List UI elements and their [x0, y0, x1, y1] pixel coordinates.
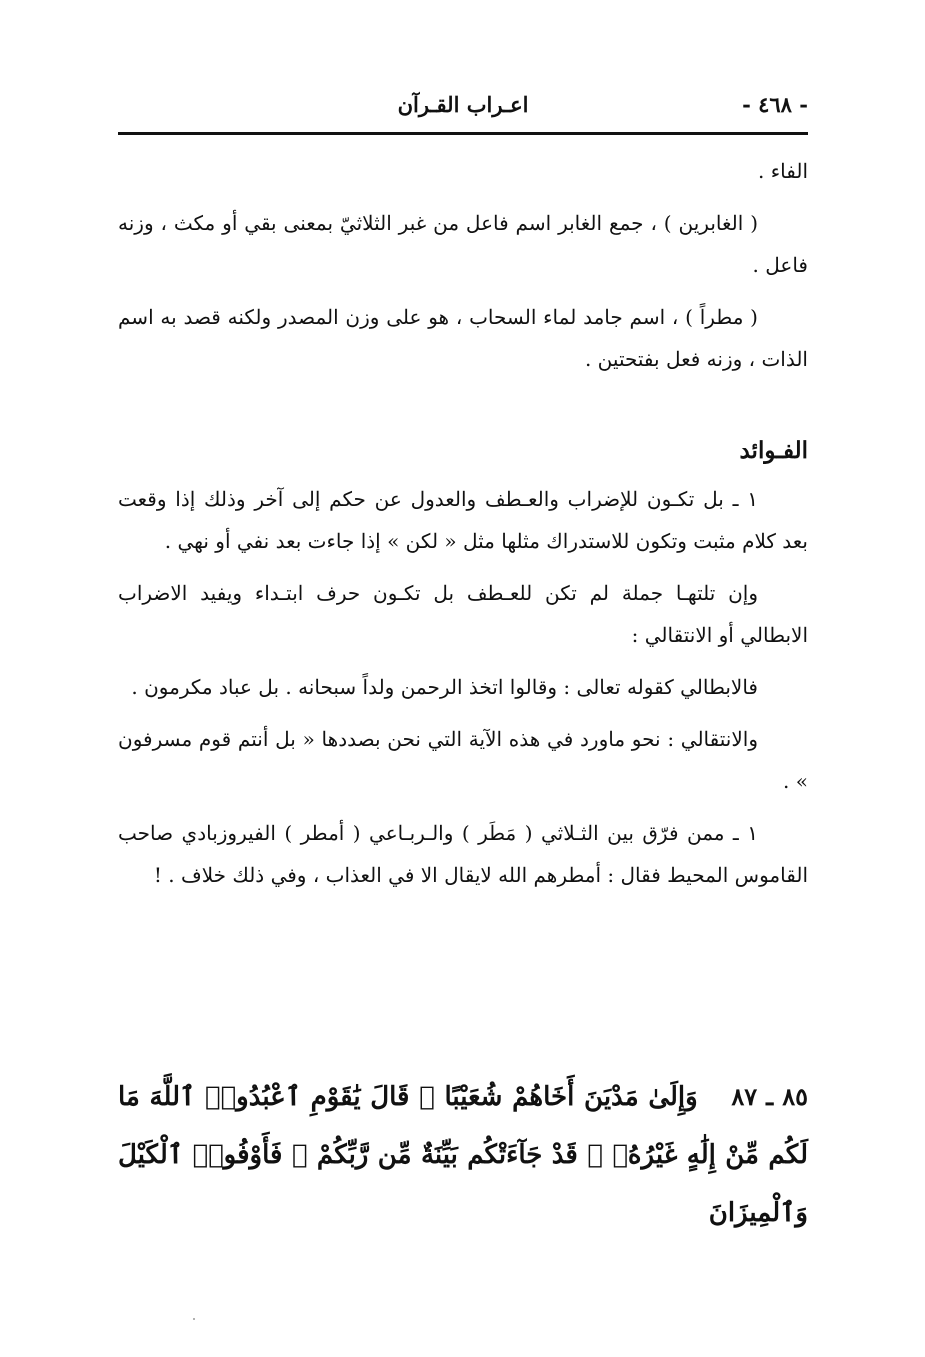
body-text	[118, 150, 808, 906]
paragraph: فالابطالي كقوله تعالى : وقالوا اتخذ الرحمن ولداً سبحانه . بل عباد مكرمون .	[131, 675, 758, 699]
page-header	[118, 88, 808, 128]
verse-text: وَإِلَىٰ مَدْيَنَ أَخَاهُمْ شُعَيْبًا ۗ قَالَ يَٰقَوْمِ ٱعْبُدُوا۟ ٱللَّهَ مَا لَكُم مِّنْ إِلَٰهٍ غَيْرُهُۥ ۖ قَدْ جَآءَتْكُم بَيِّنَةٌ مِّن رَّبِّكُمْ ۖ فَأَوْفُوا۟ ٱلْكَيْلَ وَٱلْمِيزَانَ	[118, 1082, 808, 1228]
paragraph: ( الغابرين ) ، جمع الغابر اسم فاعل من غبر الثلاثيّ بمعنى بقي أو مكث ، وزنه فاعل .	[118, 211, 808, 277]
section-heading: الفـوائد	[739, 437, 808, 464]
paragraph: الفاء .	[758, 159, 808, 183]
paragraph: ( مطراً ) ، اسم جامد لماء السحاب ، هو على وزن المصدر ولكنه قصد به اسم الذات ، وزنه فعل بفتحتين .	[118, 305, 808, 371]
quran-verse	[118, 1068, 808, 1242]
paragraph: وإن تلتهـا جملة لم تكن للعـطف بل تكـون حرف ابتـداء ويفيد الاضراب الابطالي أو الانتقالي :	[118, 581, 808, 647]
verse-number: ٨٥ ـ ٨٧	[731, 1082, 808, 1111]
paragraph: ١ ـ بل تكـون للإضراب والعـطف والعدول عن حكم إلى آخر وذلك إذا وقعت بعد كلام مثبت وتكون للاستدراك مثلها مثل « لكن » إذا جاءت بعد نفي أو نهي .	[118, 487, 808, 553]
page-number: - ٤٦٨ -	[742, 92, 808, 117]
paragraph: والانتقالي : نحو ماورد في هذه الآية التي نحن بصددها « بل أنتم قوم مسرفون » .	[118, 727, 808, 793]
paragraph: ١ ـ ممن فرّق بين الثـلاثي ( مَطَر ) والـربـاعي ( أمطر ) الفيروزبادي صاحب القاموس المحيط فقال : أمطرهم الله لايقال الا في العذاب ، وفي ذلك خلاف . !	[118, 821, 808, 887]
running-title: اعـراب القـرآن	[397, 92, 529, 117]
scan-speck	[193, 1318, 195, 1320]
header-rule	[118, 132, 808, 135]
